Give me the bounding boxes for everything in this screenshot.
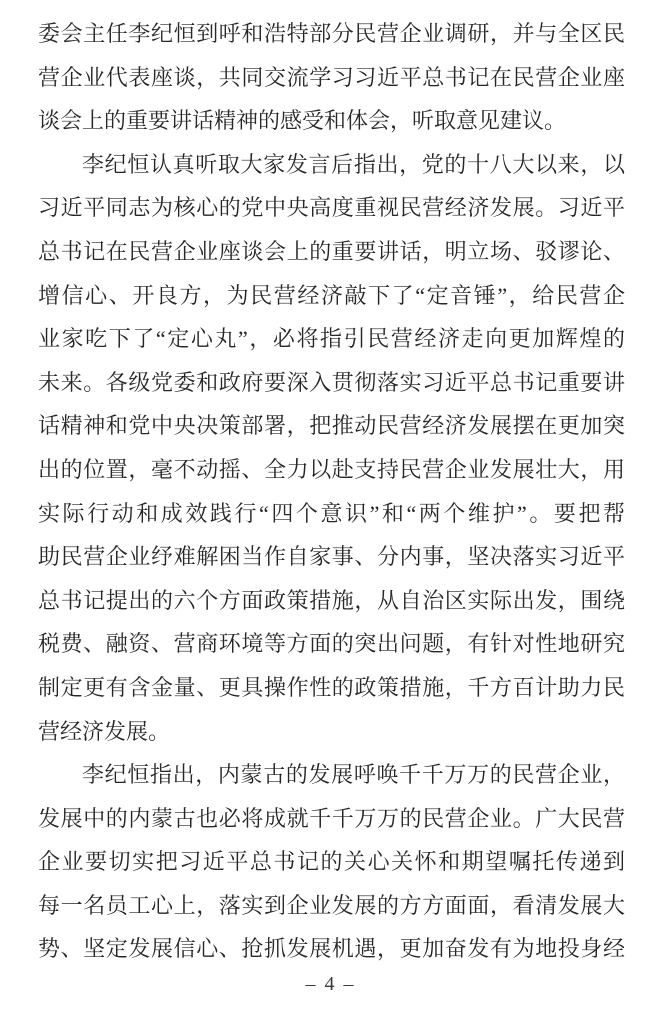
text-line: 税费、融资、营商环境等方面的突出问题，有针对性地研究	[38, 631, 625, 657]
paragraph-1	[38, 12, 625, 143]
text-line: 李纪恒指出，内蒙古的发展呼唤千千万万的民营企业，	[82, 762, 625, 788]
text-line: 总书记在民营企业座谈会上的重要讲话，明立场、驳谬论、	[38, 238, 625, 264]
text-line: 谈会上的重要讲话精神的感受和体会，听取意见建议。	[38, 108, 567, 134]
text-line: 势、坚定发展信心、抢抓发展机遇，更加奋发有为地投身经	[38, 936, 625, 962]
text-line: 营企业代表座谈，共同交流学习习近平总书记在民营企业座	[38, 64, 625, 90]
text-line: 委会主任李纪恒到呼和浩特部分民营企业调研，并与全区民	[38, 21, 625, 46]
text-line: 制定更有含金量、更具操作性的政策措施，千方百计助力民	[38, 674, 625, 700]
text-line: 助民营企业纾难解困当作自家事、分内事，坚决落实习近平	[38, 544, 625, 570]
text-line: 实际行动和成效践行“四个意识”和“两个维护”。要把帮	[38, 500, 625, 526]
text-line: 每一名员工心上，落实到企业发展的方方面面，看清发展大	[38, 892, 625, 918]
paragraph-3	[38, 753, 625, 971]
text-line: 业家吃下了“定心丸”，必将指引民营经济走向更加辉煌的	[38, 326, 625, 352]
text-line: 未来。各级党委和政府要深入贯彻落实习近平总书记重要讲	[38, 369, 625, 395]
text-line: 总书记提出的六个方面政策措施，从自治区实际出发，围绕	[38, 587, 625, 613]
text-line: 李纪恒认真听取大家发言后指出，党的十八大以来，以	[82, 151, 625, 177]
text-line: 习近平同志为核心的党中央高度重视民营经济发展。习近平	[38, 195, 625, 221]
text-line: 增信心、开良方，为民营经济敲下了“定音锤”，给民营企	[38, 282, 625, 308]
text-line: 企业要切实把习近平总书记的关心关怀和期望嘱托传递到	[38, 849, 625, 875]
text-line: 营经济发展。	[38, 718, 171, 744]
text-line: 发展中的内蒙古也必将成就千千万万的民营企业。广大民营	[38, 805, 625, 831]
text-line: 话精神和党中央决策部署，把推动民营经济发展摆在更加突	[38, 413, 625, 439]
page-number: – 4 –	[305, 973, 356, 995]
text-line: 出的位置，毫不动摇、全力以赴支持民营企业发展壮大，用	[38, 456, 625, 482]
footer	[0, 968, 661, 1000]
paragraph-2	[38, 143, 625, 753]
